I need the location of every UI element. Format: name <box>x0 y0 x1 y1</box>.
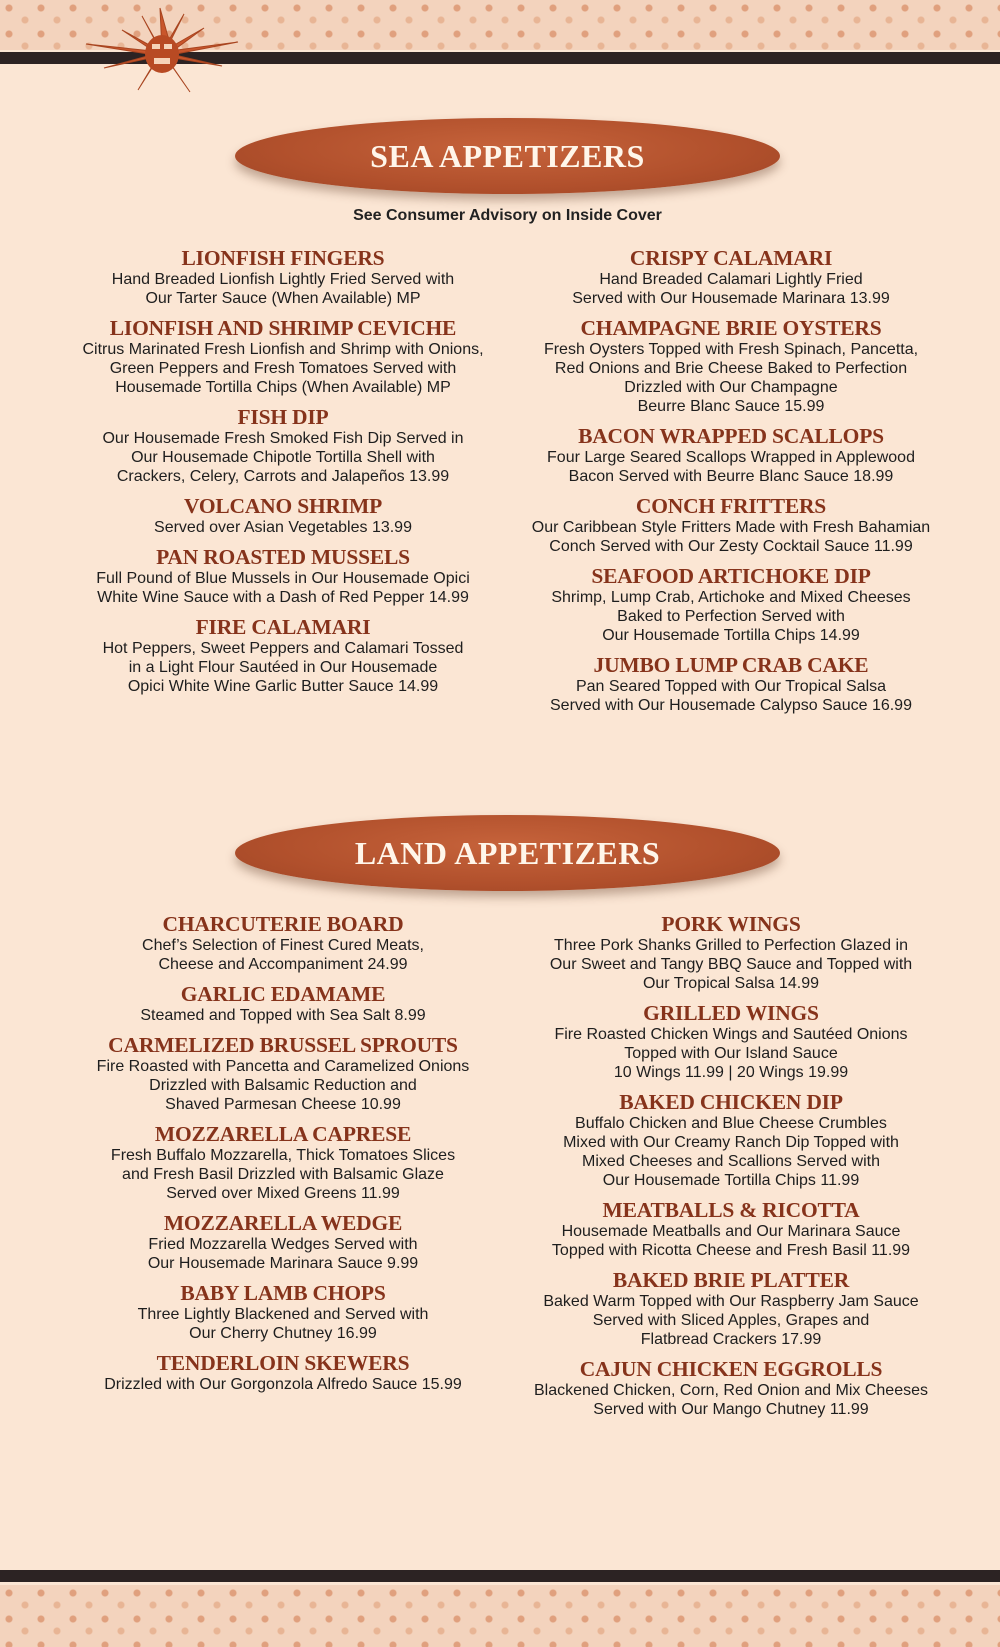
menu-item-name: MEATBALLS & RICOTTA <box>602 1198 860 1222</box>
land-right-column <box>496 913 966 1428</box>
menu-item-description-line: Baked Warm Topped with Our Raspberry Jam Sauce <box>543 1293 919 1310</box>
menu-item-name: BAKED CHICKEN DIP <box>619 1090 843 1114</box>
menu-item <box>496 247 966 308</box>
menu-item-description-line: and Fresh Basil Drizzled with Balsamic Glaze <box>122 1166 444 1183</box>
menu-item-description-line: Flatbread Crackers 17.99 <box>640 1331 822 1348</box>
menu-item-description <box>48 1006 518 1025</box>
menu-item-name: BACON WRAPPED SCALLOPS <box>578 424 884 448</box>
menu-item-description-line: Steamed and Topped with Sea Salt 8.99 <box>140 1007 426 1024</box>
menu-item-description <box>48 1305 518 1343</box>
menu-item-description <box>496 448 966 486</box>
menu-item-description <box>48 1235 518 1273</box>
menu-item-description-line: Pan Seared Topped with Our Tropical Salsa <box>575 678 887 695</box>
menu-item-description-line: Our Housemade Fresh Smoked Fish Dip Served in <box>102 430 464 447</box>
menu-item <box>496 1358 966 1419</box>
menu-item-description-line: Our Sweet and Tangy BBQ Sauce and Topped with <box>549 956 913 973</box>
menu-item-description-line: Our Cherry Chutney 16.99 <box>189 1325 377 1342</box>
sea-right-column <box>496 247 966 724</box>
menu-item-name: CHAMPAGNE BRIE OYSTERS <box>580 316 882 340</box>
land-left-column <box>48 913 518 1403</box>
menu-item <box>496 913 966 993</box>
menu-item-description-line: Our Housemade Marinara Sauce 9.99 <box>147 1255 419 1272</box>
menu-item-description-line: Fire Roasted with Pancetta and Caramelized Onions <box>96 1058 470 1075</box>
menu-item-name: BAKED BRIE PLATTER <box>612 1268 850 1292</box>
menu-item-description-line: Our Tarter Sauce (When Available) MP <box>145 290 421 307</box>
menu-item-description <box>496 1025 966 1082</box>
menu-item <box>496 317 966 416</box>
bottom-divider <box>0 1570 1000 1582</box>
menu-item-description-line: Cheese and Accompaniment 24.99 <box>158 956 408 973</box>
menu-item-description-line: Conch Served with Our Zesty Cocktail Sauce 11.99 <box>549 538 913 555</box>
sea-appetizers-banner <box>235 118 780 194</box>
menu-item <box>48 317 518 397</box>
menu-item <box>496 654 966 715</box>
menu-item-description <box>496 1381 966 1419</box>
menu-item-description-line: Served over Mixed Greens 11.99 <box>166 1185 400 1202</box>
menu-item <box>48 1034 518 1114</box>
menu-item <box>48 1123 518 1203</box>
menu-item-description-line: Bacon Served with Beurre Blanc Sauce 18.99 <box>568 468 894 485</box>
menu-item-description <box>496 1114 966 1190</box>
menu-item-name: CAJUN CHICKEN EGGROLLS <box>579 1357 883 1381</box>
menu-item <box>48 913 518 974</box>
menu-item-name: FIRE CALAMARI <box>195 615 371 639</box>
menu-item-description-line: Fresh Oysters Topped with Fresh Spinach, Pancetta, <box>543 341 919 358</box>
menu-item-name: LIONFISH FINGERS <box>181 246 385 270</box>
menu-item-description-line: Full Pound of Blue Mussels in Our Housemade Opici <box>96 570 470 587</box>
menu-item-description <box>48 569 518 607</box>
menu-item <box>48 1212 518 1273</box>
menu-item-description-line: Hot Peppers, Sweet Peppers and Calamari Tossed <box>102 640 464 657</box>
menu-item <box>496 495 966 556</box>
menu-item-name: CRISPY CALAMARI <box>629 246 833 270</box>
menu-item-name: CONCH FRITTERS <box>635 494 827 518</box>
menu-item-description <box>48 270 518 308</box>
menu-item-description-line: Mixed with Our Creamy Ranch Dip Topped with <box>563 1134 899 1151</box>
land-appetizers-title: LAND APPETIZERS <box>354 834 661 871</box>
menu-item-name: CARMELIZED BRUSSEL SPROUTS <box>108 1033 458 1057</box>
menu-item-name: FISH DIP <box>237 405 329 429</box>
menu-item-description <box>48 340 518 397</box>
menu-item-name: CHARCUTERIE BOARD <box>162 912 404 936</box>
tiki-logo-icon <box>82 4 242 100</box>
menu-item-description <box>496 936 966 993</box>
menu-item <box>496 1269 966 1349</box>
menu-item-description <box>496 518 966 556</box>
menu-item-description <box>496 1292 966 1349</box>
sea-appetizers-title: SEA APPETIZERS <box>370 137 645 174</box>
menu-item-description-line: Topped with Ricotta Cheese and Fresh Basil 11.99 <box>551 1242 911 1259</box>
menu-item-description <box>496 340 966 416</box>
menu-item-description-line: Hand Breaded Lionfish Lightly Fried Served with <box>111 271 455 288</box>
menu-item-description-line: Fried Mozzarella Wedges Served with <box>148 1236 418 1253</box>
menu-item <box>496 1199 966 1260</box>
menu-item-description-line: Red Onions and Brie Cheese Baked to Perfection <box>554 360 908 377</box>
menu-item-name: BABY LAMB CHOPS <box>180 1281 386 1305</box>
menu-item-description-line: Our Housemade Chipotle Tortilla Shell with <box>131 449 435 466</box>
menu-item-description-line: Drizzled with Balsamic Reduction and <box>149 1077 417 1094</box>
menu-item-name: SEAFOOD ARTICHOKE DIP <box>591 564 871 588</box>
menu-item-description-line: Served over Asian Vegetables 13.99 <box>154 519 412 536</box>
menu-item-description-line: Housemade Tortilla Chips (When Available) MP <box>115 379 451 396</box>
menu-item-name: LIONFISH AND SHRIMP CEVICHE <box>109 316 457 340</box>
menu-item-description <box>48 429 518 486</box>
menu-item <box>48 616 518 696</box>
menu-item-description-line: Housemade Meatballs and Our Marinara Sauce <box>561 1223 901 1240</box>
menu-item-name: MOZZARELLA WEDGE <box>163 1211 403 1235</box>
menu-item-description-line: Fresh Buffalo Mozzarella, Thick Tomatoes Slices <box>110 1147 456 1164</box>
menu-item-description-line: Topped with Our Island Sauce <box>624 1045 838 1062</box>
menu-item <box>48 495 518 537</box>
menu-item <box>48 1282 518 1343</box>
menu-item-description-line: Opici White Wine Garlic Butter Sauce 14.99 <box>127 678 439 695</box>
menu-item-description-line: Chef’s Selection of Finest Cured Meats, <box>142 937 424 954</box>
menu-item-description-line: Served with Sliced Apples, Grapes and <box>592 1312 870 1329</box>
menu-item-description-line: Three Pork Shanks Grilled to Perfection Glazed in <box>554 937 908 954</box>
menu-item-description-line: Served with Our Mango Chutney 11.99 <box>593 1401 869 1418</box>
land-appetizers-banner <box>235 815 780 891</box>
menu-item-name: GRILLED WINGS <box>643 1001 819 1025</box>
menu-item-description <box>48 639 518 696</box>
menu-item <box>48 406 518 486</box>
menu-item-description-line: Blackened Chicken, Corn, Red Onion and Mix Cheeses <box>534 1382 928 1399</box>
menu-item-description-line: Hand Breaded Calamari Lightly Fried <box>599 271 863 288</box>
menu-item-description-line: Drizzled with Our Gorgonzola Alfredo Sauce 15.99 <box>104 1376 462 1393</box>
menu-item-description-line: Four Large Seared Scallops Wrapped in Applewood <box>547 449 915 466</box>
bottom-pattern-band <box>0 1585 1000 1647</box>
menu-item-description <box>48 1375 518 1394</box>
menu-item-description-line: Our Housemade Tortilla Chips 14.99 <box>602 627 860 644</box>
menu-item <box>496 425 966 486</box>
menu-item-name: TENDERLOIN SKEWERS <box>156 1351 410 1375</box>
menu-item <box>496 1091 966 1190</box>
menu-item-description-line: Served with Our Housemade Marinara 13.99 <box>572 290 890 307</box>
menu-item-description-line: Shrimp, Lump Crab, Artichoke and Mixed Cheeses <box>551 589 911 606</box>
menu-item-name: JUMBO LUMP CRAB CAKE <box>593 653 869 677</box>
menu-item-description-line: 10 Wings 11.99 | 20 Wings 19.99 <box>613 1064 849 1081</box>
menu-item-description <box>496 588 966 645</box>
menu-item-description-line: Served with Our Housemade Calypso Sauce 16.99 <box>550 697 912 714</box>
menu-item-name: PORK WINGS <box>661 912 801 936</box>
menu-item-description <box>48 936 518 974</box>
menu-item-description <box>48 1057 518 1114</box>
menu-item-description-line: Crackers, Celery, Carrots and Jalapeños 13.99 <box>116 468 450 485</box>
menu-item-description-line: Citrus Marinated Fresh Lionfish and Shrimp with Onions, <box>82 341 484 358</box>
menu-item <box>48 983 518 1025</box>
menu-item-description-line: Our Tropical Salsa 14.99 <box>642 975 820 992</box>
menu-item <box>496 1002 966 1082</box>
menu-item-description-line: Green Peppers and Fresh Tomatoes Served with <box>109 360 457 377</box>
menu-item-description <box>496 270 966 308</box>
menu-item-description-line: Drizzled with Our Champagne <box>624 379 838 396</box>
consumer-advisory-note: See Consumer Advisory on Inside Cover <box>353 207 662 224</box>
menu-item-description <box>496 1222 966 1260</box>
menu-item-description-line: Shaved Parmesan Cheese 10.99 <box>165 1096 401 1113</box>
menu-item-description <box>496 677 966 715</box>
menu-item-description-line: Three Lightly Blackened and Served with <box>137 1306 429 1323</box>
menu-item-description-line: Baked to Perfection Served with <box>617 608 845 625</box>
menu-item-description-line: Beurre Blanc Sauce 15.99 <box>637 398 825 415</box>
menu-item-description-line: Buffalo Chicken and Blue Cheese Crumbles <box>575 1115 887 1132</box>
menu-item-description-line: Mixed Cheeses and Scallions Served with <box>582 1153 880 1170</box>
menu-item-description-line: Our Housemade Tortilla Chips 11.99 <box>602 1172 860 1189</box>
menu-item-name: PAN ROASTED MUSSELS <box>156 545 410 569</box>
sea-left-column <box>48 247 518 705</box>
menu-item-description <box>48 1146 518 1203</box>
menu-item-name: GARLIC EDAMAME <box>180 982 386 1006</box>
menu-item-description-line: in a Light Flour Sautéed in Our Housemade <box>128 659 438 676</box>
menu-item-name: VOLCANO SHRIMP <box>183 494 383 518</box>
menu-item-description-line: Our Caribbean Style Fritters Made with Fresh Bahamian <box>531 519 931 536</box>
menu-item <box>496 565 966 645</box>
menu-item-description-line: White Wine Sauce with a Dash of Red Pepper 14.99 <box>97 589 469 606</box>
menu-item-description-line: Fire Roasted Chicken Wings and Sautéed Onions <box>554 1026 908 1043</box>
menu-item <box>48 247 518 308</box>
menu-item <box>48 1352 518 1394</box>
menu-item <box>48 546 518 607</box>
menu-item-name: MOZZARELLA CAPRESE <box>154 1122 412 1146</box>
menu-item-description <box>48 518 518 537</box>
